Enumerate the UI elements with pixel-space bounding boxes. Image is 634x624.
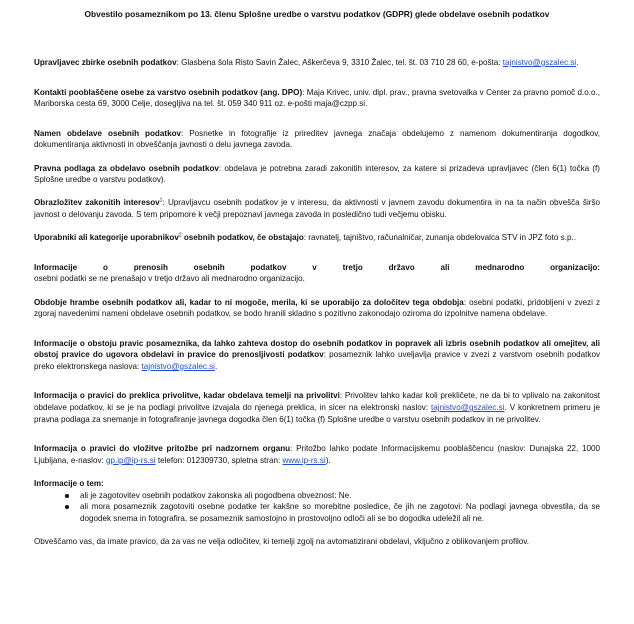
- purpose-paragraph: [34, 128, 600, 151]
- final-paragraph: Obveščamo vas, da imate pravico, da za vas ne velja odločitev, ki temelji zgolj na avtomatizirani obdelavi, vključno z oblikovanjem profilov.: [34, 537, 529, 546]
- recipients-paragraph: Uporabniki ali kategorije uporabnikov$^2$ osebnih podatkov, če obstajajo: ravnatelj, tajništvo, računalničar, zunanja obdelovalca STV in JPZ foto s.p..: [34, 232, 576, 243]
- withdrawal-email-link[interactable]: tajnistvo@gszalec.si: [431, 403, 505, 413]
- rights-paragraph: Informacije o obstoju pravic posameznika, da lahko zahteva dostop do osebnih podatkov in popravek ali izbris osebnih podatkov ali omejitev, ali obstoj pravice do ugovora obdelavi in pravice do prenosljivosti podatkov: posameznik lahko uveljavlja pravice v zvezi z varstvom osebnih podatkov preko elektronskega naslova: tajnistvo@gszalec.si.: [34, 338, 600, 371]
- controller-email-link[interactable]: tajnistvo@gszalec.si: [502, 58, 577, 67]
- withdrawal-text: : Privolitev lahko kadar koli prekličete, ne da bi to vplivalo na zakonitost obdelave podatkov, ki se je na podlagi privolitve izvajala do njenega preklica, in sicer na elektronski naslov:: [34, 391, 600, 413]
- transfer-text: osebni podatki se ne prenašajo v tretjo državo ali mednarodno organizacijo.: [34, 274, 305, 284]
- withdrawal-paragraph: Informacija o pravici do preklica privolitve, kadar obdelava temelji na privolitvi: Privolitev lahko kadar koli prekličete, ne da bi to vplivalo na zakonitost obdelave podatkov, ki se je na podlagi privolitve izvajala do njenega preklica, in sicer na elektronski naslov: tajnistvo@gszalec.si. V konkretnem primeru je pravna podlaga za snemanje in fotografiranje javnega dogodka člen 6(1) točka (f) Splošne uredbe o varstvu osebnih podatkov in ne privolitev.: [34, 391, 600, 424]
- legal-basis-text: : obdelava je potrebna zaradi zakonitih interesov, za katere si prizadeva upravljavec (člen 6(1) točka (f) Splošne uredbe o varstvu podatkov).: [34, 163, 600, 185]
- notice-document: [34, 0, 600, 548]
- controller-paragraph: Upravljavec zbirke osebnih podatkov: Glasbena šola Risto Savin Žalec, Aškerčeva 9, 3310 Žalec, tel. št. 03 710 28 60, e-pošta: tajnistvo@gszalec.si.: [34, 58, 579, 67]
- retention-paragraph: [34, 297, 600, 320]
- withdrawal-label: Informacija o pravici do preklica privolitve, kadar obdelava temelji na privolitvi: [34, 391, 340, 401]
- purpose-text: : Posnetke in fotografije iz prireditev javnega značaja obdelujemo z namenom dokumentiranja dogodkov, dokumentiranja aktivnosti in obveščanja javnosti o delu javnega zavoda.: [34, 128, 601, 150]
- complaint-web-link[interactable]: www.ip-rs.si: [282, 455, 326, 465]
- rights-email-link[interactable]: tajnistvo@gszalec.si: [141, 361, 215, 371]
- rights-label: Informacije o obstoju pravic posameznika, da lahko zahteva dostop do osebnih podatkov in popravek ali izbris osebnih podatkov ali omejitev, ali obstoj pravice do ugovora obdelavi in pravice do prenosljivosti podatkov: [34, 338, 600, 360]
- bullet-icon: [65, 494, 69, 498]
- list-item: ali mora posameznik zagotoviti osebne podatke ter kakšne so morebitne posledice, če jih ne zagotovi: Na podlagi javnega obvestila, da se dogodek snema in fotografira, se posameznik samostojno in prostovoljno odloči ali se bo dogodka udeležil ali ne.: [34, 501, 600, 524]
- rights-text: : posameznik lahko uveljavlja pravice v zvezi z varstvom osebnih podatkov preko elektronskega naslova:: [34, 350, 600, 371]
- document-title: Obvestilo posameznikom po 13. členu Splošne uredbe o varstvu podatkov (GDPR) glede obdelave osebnih podatkov: [84, 9, 550, 19]
- complaint-paragraph: Informacija o pravici do vložitve pritožbe pri nadzornem organu: Pritožbo lahko podate Informacijskemu pooblaščencu (naslov: Dunajska 22, 1000 Ljubljana, e-naslov: gp.ip@ip-rs.si telefon: 012309730, spletna stran: www.ip-rs.si).: [34, 444, 600, 465]
- also-label: Informacije o tem:: [34, 479, 104, 489]
- dpo-text: : Maja Krivec, univ. dipl. prav., pravna svetovalka v Center za pravno pomoč d.o.o., Mariborska cesta 69, 3000 Celje, dosegljiva na tel. št. 059 340 911 oz. e-pošti maja@czpp.si.: [34, 87, 600, 109]
- footnote-ref-2: 2: [178, 232, 182, 239]
- controller-text: : Glasbena šola Risto Savin Žalec, Aškerčeva 9, 3310 Žalec, tel. št. 03 710 28 60, e-pošta:: [176, 58, 503, 67]
- complaint-text: : Pritožbo lahko podate Informacijskemu pooblaščencu (naslov: Dunajska 22, 1000 Ljubljana, e-naslov:: [34, 444, 600, 465]
- also-list: [34, 490, 600, 525]
- dpo-paragraph: [34, 87, 600, 110]
- bullet-icon: [65, 505, 69, 509]
- dpo-label: Kontakti pooblaščene osebe za varstvo osebnih podatkov (ang. DPO): [34, 87, 303, 97]
- retention-text: : osebni podatki, pridobljeni v zvezi z zgoraj navedenimi nameni obdelave osebnih podatkov, se bodo hranili skladno s pozitivno zakonodajo oziroma do izpolnitve namena obdelave.: [34, 297, 600, 319]
- legitimate-interest-paragraph: [34, 197, 600, 220]
- legal-basis-label: Pravna podlaga za obdelavo osebnih podatkov: [34, 163, 219, 173]
- complaint-label: Informacija o pravici do vložitve pritožbe pri nadzornem organu: [34, 444, 291, 454]
- purpose-label: Namen obdelave osebnih podatkov: [34, 128, 182, 138]
- list-item: ali je zagotovitev osebnih podatkov zakonska ali pogodbena obveznost: Ne.: [34, 490, 600, 502]
- recipients-label: Uporabniki ali kategorije uporabnikov: [34, 233, 179, 243]
- legitimate-interest-text: : Upravljavcu osebnih podatkov je v interesu, da aktivnosti v javnem zavodu dokumentira in na ta način obvešča širšo javnost o delovanju zavoda. S tem pripomore k večji prepoznavi javnega zavoda in posledično tudi večjemu obisku.: [34, 198, 600, 219]
- recipients-text: : ravnatelj, tajništvo, računalničar, zunanja obdelovalca STV in JPZ foto s.p..: [303, 233, 576, 243]
- footnote-ref-1: 1: [159, 197, 163, 204]
- complaint-email-link[interactable]: gp.ip@ip-rs.si: [106, 455, 156, 465]
- retention-label: Obdobje hrambe osebnih podatkov ali, kadar to ni mogoče, merila, ki se uporabijo za določitev tega obdobja: [34, 297, 464, 307]
- legitimate-interest-label: Obrazložitev zakonitih interesov: [34, 198, 160, 208]
- transfer-label: Informacije o prenosih osebnih podatkov v tretjo državo ali mednarodno organizacijo:: [34, 262, 600, 272]
- legal-basis-paragraph: [34, 163, 600, 186]
- controller-label: Upravljavec zbirke osebnih podatkov: [34, 58, 177, 67]
